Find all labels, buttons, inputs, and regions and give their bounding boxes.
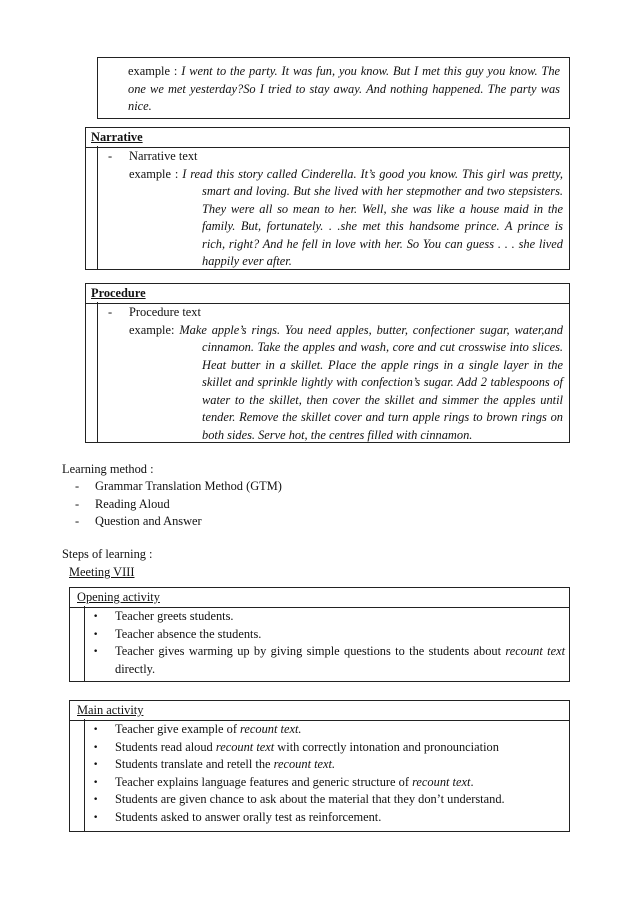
- main-inner: [84, 719, 572, 832]
- bullet-icon: •: [93, 742, 99, 753]
- dash: -: [75, 514, 80, 528]
- procedure-example-label: example:: [129, 322, 180, 337]
- narrative-body-box: [85, 147, 570, 270]
- opening-body-box: [69, 607, 570, 682]
- main-item: [115, 739, 565, 757]
- main-item: [115, 721, 565, 739]
- main-item: [115, 756, 565, 774]
- opening-item-text: directly.: [115, 661, 156, 676]
- narrative-heading: Narrative: [91, 130, 143, 144]
- main-item-emph: recount text.: [273, 757, 336, 771]
- narrative-example: [129, 166, 563, 271]
- dash: -: [75, 479, 80, 493]
- bullet-icon: •: [93, 647, 99, 657]
- procedure-dash: -: [108, 305, 113, 319]
- top-example-box: [97, 57, 570, 119]
- bullet-icon: •: [93, 777, 99, 788]
- opening-heading-box: [69, 587, 570, 608]
- main-item: Students are given chance to ask about the material that they don’t understand.: [115, 792, 505, 806]
- learning-method-item: [75, 496, 170, 514]
- bullet-icon: •: [93, 725, 99, 735]
- procedure-inner: [97, 302, 572, 443]
- narrative-example-label: example :: [129, 166, 183, 181]
- procedure-example: [129, 322, 563, 445]
- learning-method-label: Reading Aloud: [95, 496, 170, 511]
- main-body-box: [69, 720, 570, 832]
- opening-item-text: Teacher gives warming up by giving simple questions to the students about: [115, 644, 506, 658]
- top-example: [128, 63, 560, 116]
- bullet-icon: •: [93, 795, 99, 805]
- opening-item: Teacher absence the students.: [115, 626, 262, 641]
- main-item-text: with correctly intonation and pronounciation: [274, 739, 499, 754]
- opening-inner: [84, 606, 572, 682]
- dash: -: [75, 496, 80, 511]
- main-item-text: .: [470, 774, 474, 789]
- narrative-heading-box: [85, 127, 570, 148]
- narrative-example-text: I read this story called Cinderella. It’s good you know. This girl was pretty, smart and loving. But she lived with her stepmother and two stepsisters. They were all so mean to her. Well, she was like a house maid in the family. But, fortunately. . .she met this handsome prince. A prince is rich, right? And he fell in love with her. So You can guess . . . she lived happily ever after.: [182, 166, 563, 268]
- procedure-heading: Procedure: [91, 286, 146, 300]
- opening-item: Teacher greets students.: [115, 609, 234, 623]
- main-item-text: Teacher explains language features and generic structure of: [115, 774, 413, 789]
- learning-method-label: Question and Answer: [95, 514, 202, 528]
- main-item-text: Students read aloud: [115, 739, 216, 754]
- main-item: [115, 774, 565, 792]
- bullet-icon: •: [93, 629, 99, 640]
- main-item-text: Students translate and retell the: [115, 757, 274, 771]
- main-item-emph: recount text: [215, 739, 275, 754]
- main-item-emph: recount text.: [240, 722, 302, 736]
- narrative-subtitle: Narrative text: [129, 149, 198, 163]
- steps-title: Steps of learning :: [62, 547, 153, 561]
- top-example-label: example :: [128, 64, 182, 78]
- narrative-dash: -: [108, 149, 113, 163]
- main-item: Students asked to answer orally test as reinforcement.: [115, 809, 382, 824]
- bullet-icon: •: [93, 760, 99, 770]
- learning-method-label: Grammar Translation Method (GTM): [95, 479, 282, 493]
- bullet-icon: •: [93, 612, 99, 622]
- procedure-subtitle: Procedure text: [129, 305, 201, 319]
- top-example-text: I went to the party. It was fun, you know. But I met this guy you know. The one we met yesterday?So I tried to stay away. And nothing happened. The party was nice.: [128, 64, 561, 113]
- meeting-title: Meeting VIII: [69, 565, 135, 579]
- main-item-emph: recount text: [412, 774, 471, 789]
- opening-item-emph: recount text: [505, 644, 566, 658]
- bullet-icon: •: [93, 812, 99, 823]
- opening-heading: Opening activity: [77, 590, 160, 604]
- opening-item: [115, 643, 565, 678]
- procedure-example-text: Make apple’s rings. You need apples, butter, confectioner sugar, water,and cinnamon. Take the apples and wash, core and cut crosswise into slices. Heat butter in a skillet. Place the apple rings in a single layer in the skillet and sprinkle lightly with confection’s sugar. Add 2 tablespoons of water to the skillet, then cover the skillet and simmer the apples until tender. Remove the skillet cover and turn apple rings to brown rings on both sides. Serve hot, the centres filled with cinnamon.: [179, 322, 563, 442]
- learning-method-item: [75, 478, 282, 496]
- narrative-inner: [97, 146, 572, 270]
- main-heading: Main activity: [77, 703, 144, 717]
- procedure-heading-box: [85, 283, 570, 304]
- main-heading-box: [69, 700, 570, 721]
- learning-method-title: Learning method :: [62, 462, 154, 476]
- procedure-body-box: [85, 303, 570, 443]
- learning-method-item: [75, 513, 202, 531]
- main-item-text: Teacher give example of: [115, 722, 241, 736]
